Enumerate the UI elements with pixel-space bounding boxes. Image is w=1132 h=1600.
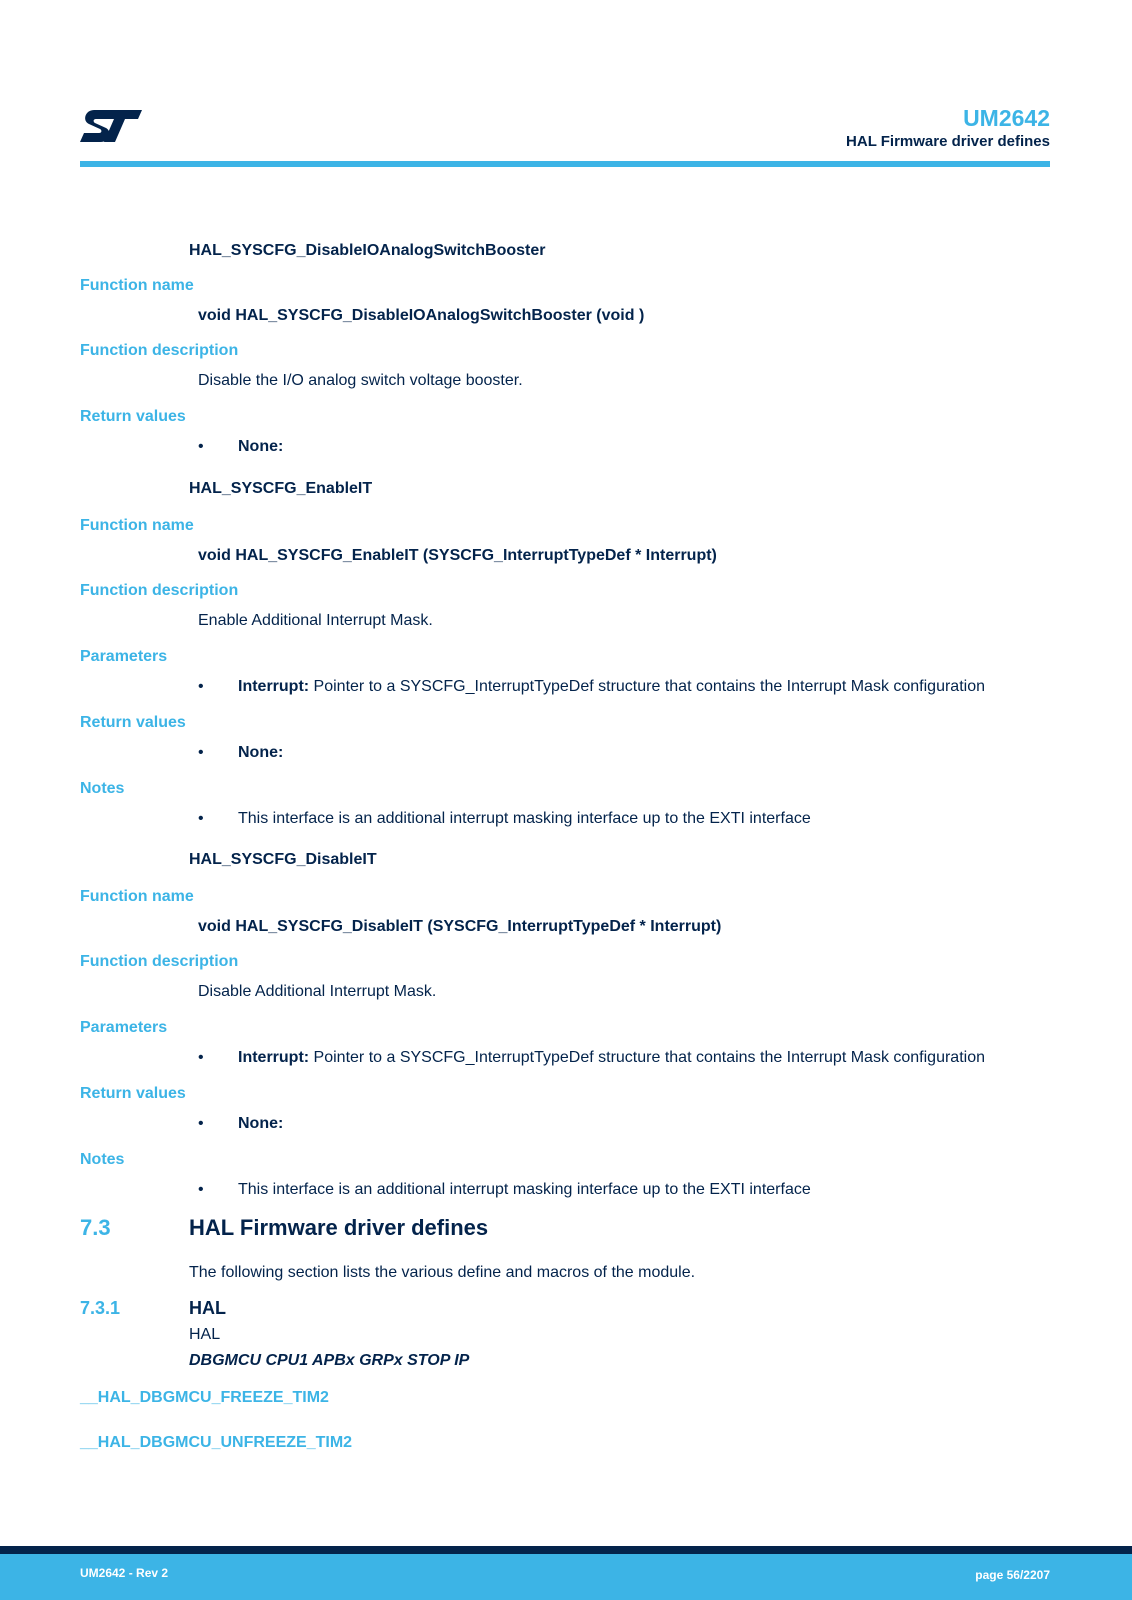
return-value	[238, 744, 283, 762]
parameters-label: Parameters	[80, 648, 168, 665]
parameter-description: Pointer to a SYSCFG_InterruptTypeDef structure that contains the Interrupt Mask configuration	[309, 678, 985, 695]
function-title: HAL_SYSCFG_EnableIT	[189, 480, 373, 497]
st-logo	[80, 108, 142, 144]
function-description: Disable the I/O analog switch voltage booster.	[198, 372, 523, 389]
bullet-marker: •	[198, 744, 204, 761]
function-description: Disable Additional Interrupt Mask.	[198, 983, 437, 1000]
function-description-label: Function description	[80, 582, 239, 599]
function-title: HAL_SYSCFG_DisableIT	[189, 851, 377, 868]
parameter-item	[238, 678, 985, 696]
parameter-item	[238, 1049, 985, 1067]
function-name-label: Function name	[80, 277, 194, 294]
section-title: HAL Firmware driver defines	[189, 1215, 489, 1240]
function-signature: void HAL_SYSCFG_DisableIT (SYSCFG_InterruptTypeDef * Interrupt)	[198, 918, 722, 935]
function-description-label: Function description	[80, 342, 239, 359]
subsection-title: HAL	[189, 1298, 226, 1318]
parameter-name: Interrupt:	[238, 678, 310, 695]
footer-revision: UM2642 - Rev 2	[80, 1566, 169, 1580]
define-group-title: DBGMCU CPU1 APBx GRPx STOP IP	[189, 1352, 470, 1369]
header-divider	[80, 161, 1050, 167]
return-value	[238, 1115, 283, 1133]
subsection-text: HAL	[189, 1326, 221, 1343]
function-description: Enable Additional Interrupt Mask.	[198, 612, 433, 629]
function-name-label: Function name	[80, 517, 194, 534]
bullet-marker: •	[198, 678, 204, 695]
parameter-description: Pointer to a SYSCFG_InterruptTypeDef structure that contains the Interrupt Mask configuration	[309, 1049, 985, 1066]
parameter-name: Interrupt:	[238, 1049, 310, 1066]
header-title-block	[846, 104, 1050, 152]
bullet-marker: •	[198, 438, 204, 455]
function-signature: void HAL_SYSCFG_DisableIOAnalogSwitchBooster (void )	[198, 307, 645, 324]
return-value-text: None:	[238, 438, 284, 455]
function-signature: void HAL_SYSCFG_EnableIT (SYSCFG_InterruptTypeDef * Interrupt)	[198, 547, 717, 564]
parameters-label: Parameters	[80, 1019, 168, 1036]
notes-label: Notes	[80, 1151, 125, 1168]
macro-name: __HAL_DBGMCU_UNFREEZE_TIM2	[80, 1434, 353, 1451]
bullet-marker: •	[198, 810, 204, 827]
section-number: 7.3	[80, 1215, 111, 1240]
function-title: HAL_SYSCFG_DisableIOAnalogSwitchBooster	[189, 242, 546, 259]
document-id: UM2642	[963, 105, 1050, 131]
footer-divider	[0, 1546, 1132, 1554]
footer-page-number: page 56/2207	[975, 1568, 1050, 1582]
function-name-label: Function name	[80, 888, 194, 905]
section-intro: The following section lists the various define and macros of the module.	[189, 1264, 696, 1281]
return-values-label: Return values	[80, 408, 186, 425]
return-values-label: Return values	[80, 1085, 186, 1102]
bullet-marker: •	[198, 1181, 204, 1198]
bullet-marker: •	[198, 1115, 204, 1132]
page-footer	[0, 1554, 1132, 1600]
notes-label: Notes	[80, 780, 125, 797]
note-text: This interface is an additional interrupt masking interface up to the EXTI interface	[238, 810, 811, 827]
macro-name: __HAL_DBGMCU_FREEZE_TIM2	[80, 1389, 329, 1406]
header-section-title: HAL Firmware driver defines	[846, 133, 1050, 150]
subsection-number: 7.3.1	[80, 1298, 121, 1318]
note-text: This interface is an additional interrupt masking interface up to the EXTI interface	[238, 1181, 811, 1198]
bullet-marker: •	[198, 1049, 204, 1066]
return-value-text: None:	[238, 1115, 284, 1132]
function-description-label: Function description	[80, 953, 239, 970]
return-values-label: Return values	[80, 714, 186, 731]
return-value	[238, 438, 283, 456]
return-value-text: None:	[238, 744, 284, 761]
